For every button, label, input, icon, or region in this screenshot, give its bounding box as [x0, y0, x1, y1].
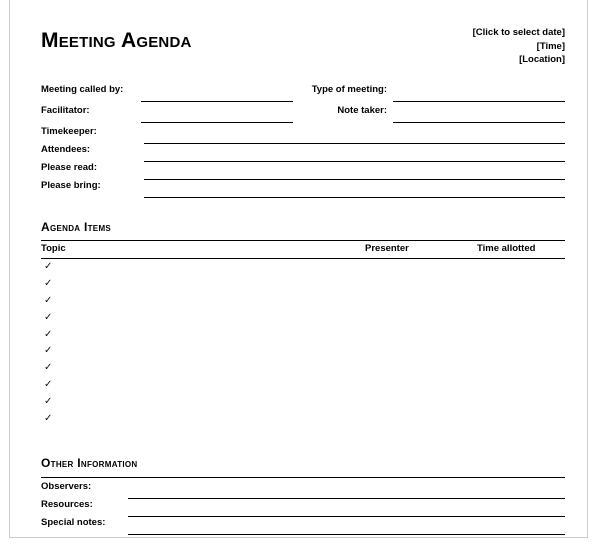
- check-icon: ✓: [44, 261, 53, 272]
- page-title: Meeting Agenda: [41, 29, 192, 52]
- date-placeholder[interactable]: [Click to select date]: [472, 27, 565, 38]
- agenda-row[interactable]: [10, 379, 587, 396]
- facilitator-label: Facilitator:: [41, 105, 90, 116]
- resources-label: Resources:: [41, 499, 93, 510]
- please-bring-input[interactable]: [144, 197, 565, 198]
- check-icon: ✓: [44, 396, 53, 408]
- other-information-heading: Other Information: [41, 456, 138, 470]
- agenda-header-rule-top: [41, 240, 565, 241]
- agenda-header-rule-bottom: [41, 258, 565, 259]
- agenda-row[interactable]: [10, 261, 587, 278]
- check-icon: ✓: [44, 328, 53, 340]
- please-bring-label: Please bring:: [41, 180, 101, 191]
- header-meta-block: [473, 26, 565, 67]
- special-notes-input[interactable]: [128, 534, 565, 535]
- please-read-label: Please read:: [41, 162, 97, 173]
- field-row-please-bring: [10, 180, 587, 198]
- agenda-column-headers: [10, 243, 587, 257]
- column-header-presenter: Presenter: [365, 243, 409, 254]
- field-row-observers: [10, 481, 587, 499]
- agenda-row[interactable]: [10, 396, 587, 413]
- field-row-note-taker: [10, 105, 587, 123]
- field-row-attendees: [10, 144, 587, 162]
- time-placeholder[interactable]: [Time]: [536, 40, 565, 52]
- meeting-details-block-primary: [10, 84, 587, 124]
- other-information-rule: [41, 477, 565, 478]
- meeting-details-block-secondary: [10, 126, 587, 198]
- type-of-meeting-input[interactable]: [393, 101, 565, 102]
- agenda-row[interactable]: [10, 278, 587, 295]
- agenda-row[interactable]: [10, 362, 587, 379]
- special-notes-label: Special notes:: [41, 517, 106, 528]
- check-icon: ✓: [44, 362, 53, 374]
- type-of-meeting-label: Type of meeting:: [311, 84, 387, 95]
- agenda-row[interactable]: [10, 413, 587, 430]
- observers-label: Observers:: [41, 481, 92, 492]
- note-taker-input[interactable]: [393, 122, 565, 123]
- location-placeholder[interactable]: [Location]: [519, 54, 565, 65]
- check-icon: ✓: [44, 379, 53, 391]
- check-icon: ✓: [44, 413, 53, 425]
- check-icon: ✓: [44, 294, 53, 306]
- check-icon: ✓: [44, 345, 53, 357]
- document-header: [10, 0, 587, 72]
- check-icon: ✓: [44, 277, 53, 289]
- agenda-row[interactable]: [10, 345, 587, 362]
- agenda-rows-container: [10, 261, 587, 430]
- agenda-items-heading: Agenda Items: [41, 220, 112, 234]
- other-information-block: [10, 481, 587, 537]
- field-row-timekeeper: [10, 126, 587, 144]
- timekeeper-label: Timekeeper:: [41, 126, 97, 137]
- field-row-please-read: [10, 162, 587, 180]
- field-row-special-notes: [10, 517, 587, 535]
- field-row-type-of-meeting: [10, 84, 587, 102]
- agenda-document-page: [9, 0, 588, 538]
- agenda-row[interactable]: [10, 295, 587, 312]
- agenda-row[interactable]: [10, 329, 587, 346]
- meeting-called-by-label: Meeting called by:: [41, 84, 124, 95]
- column-header-topic: Topic: [41, 243, 66, 254]
- field-row-resources: [10, 499, 587, 517]
- attendees-label: Attendees:: [41, 144, 91, 155]
- note-taker-label: Note taker:: [337, 105, 387, 116]
- check-icon: ✓: [44, 311, 53, 323]
- agenda-row[interactable]: [10, 312, 587, 329]
- column-header-time-allotted: Time allotted: [477, 243, 536, 254]
